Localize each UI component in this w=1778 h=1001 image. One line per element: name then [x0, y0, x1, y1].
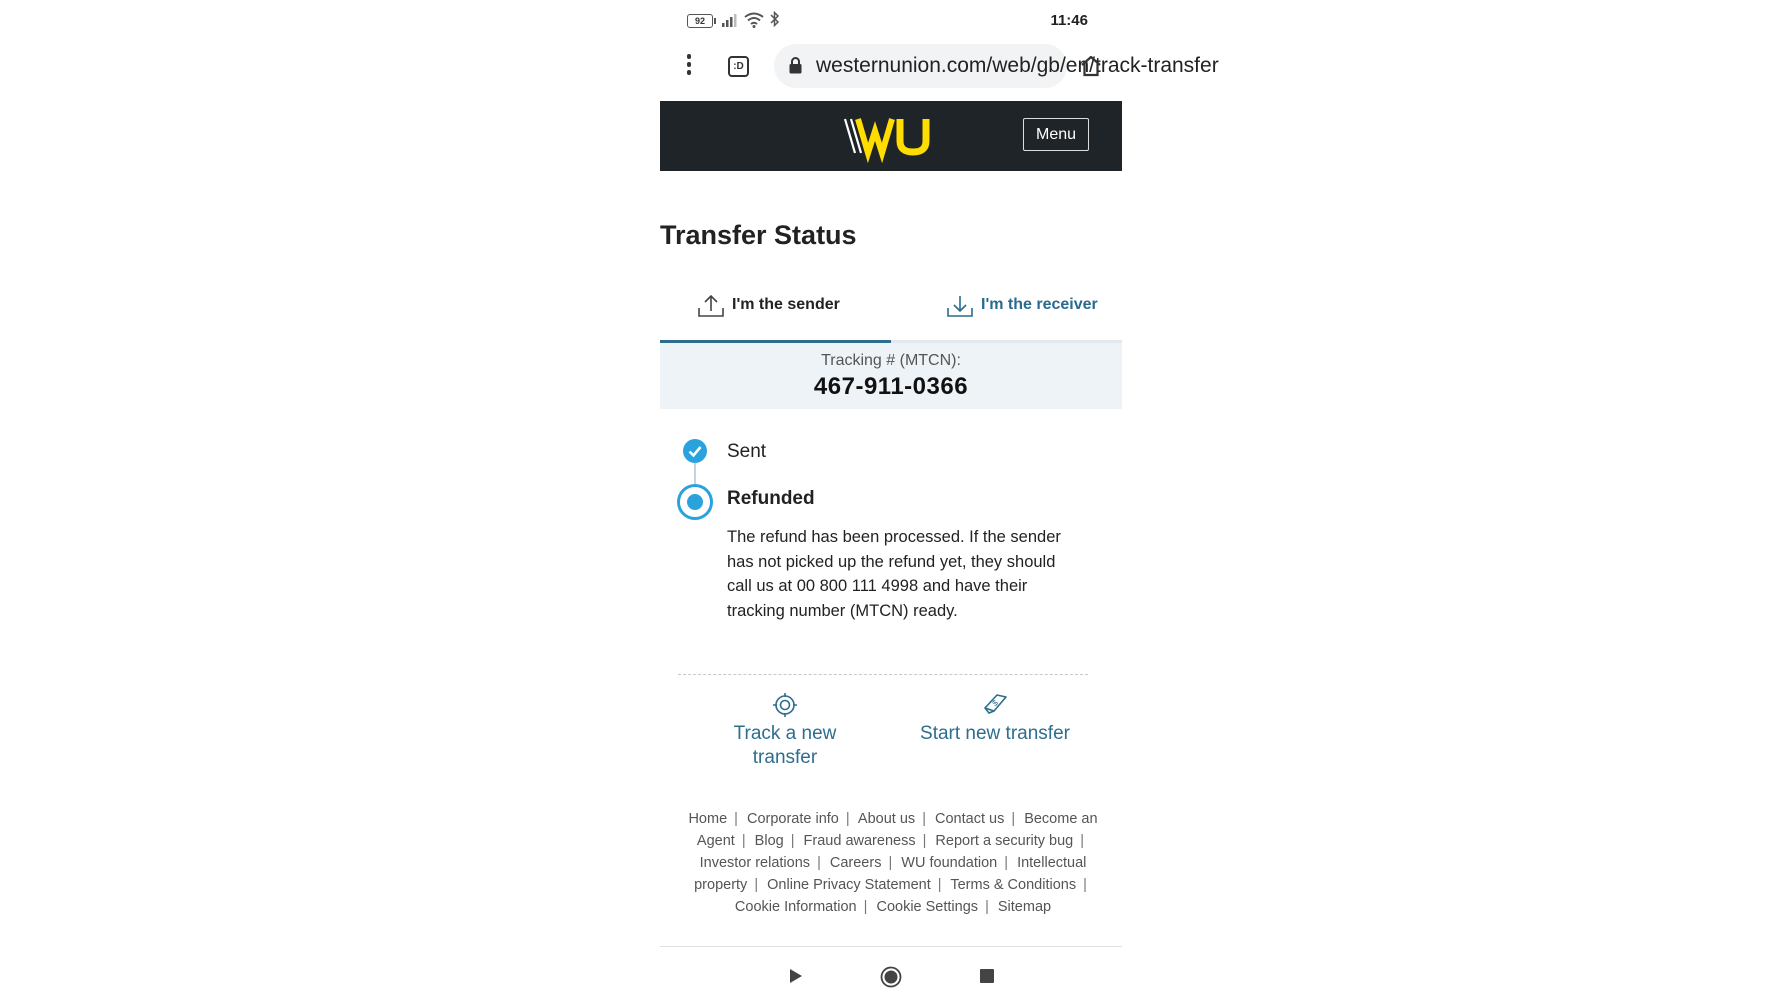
svg-text:$: $ — [990, 698, 1000, 709]
footer-separator: | — [1080, 833, 1085, 849]
tab-switcher-button[interactable]: :D — [728, 56, 749, 77]
phone-screen — [660, 0, 1219, 1000]
tab-receiver[interactable] — [891, 288, 1122, 340]
track-new-transfer-label: Track a new transfer — [733, 723, 837, 768]
footer-separator: | — [888, 855, 893, 871]
battery-icon: 92 — [687, 14, 713, 28]
tab-sender-label: I'm the sender — [732, 296, 840, 313]
footer-link[interactable]: Contact us — [935, 811, 1005, 827]
footer-link[interactable]: Fraud awareness — [803, 833, 916, 849]
footer-link[interactable]: Corporate info — [746, 811, 839, 827]
target-icon — [772, 692, 798, 718]
footer-separator: | — [734, 811, 738, 827]
signal-icon — [722, 13, 738, 27]
download-icon — [947, 294, 973, 318]
footer-separator: | — [741, 833, 746, 849]
upload-icon — [698, 294, 724, 318]
more-options-icon[interactable] — [685, 54, 693, 80]
footer-link[interactable]: Investor relations — [699, 855, 811, 871]
footer-link[interactable]: Terms & Conditions — [950, 877, 1077, 893]
back-icon[interactable] — [789, 968, 803, 984]
clock: 11:46 — [1050, 12, 1088, 29]
footer-link[interactable]: Home — [688, 811, 728, 827]
menu-button[interactable]: Menu — [1023, 118, 1089, 151]
track-new-transfer-link[interactable] — [715, 692, 855, 770]
tracking-number: 467-911-0366 — [813, 373, 969, 400]
start-new-transfer-label: Start new transfer — [920, 723, 1070, 744]
footer-link[interactable]: Cookie Settings — [876, 899, 979, 915]
system-nav-bar — [660, 946, 1122, 1001]
tracking-label: Tracking # (MTCN): — [821, 352, 961, 369]
footer-link[interactable]: Careers — [829, 855, 882, 871]
footer-link[interactable]: About us — [857, 811, 916, 827]
browser-toolbar — [660, 42, 1219, 94]
footer-separator: | — [922, 833, 927, 849]
site-header — [660, 101, 1122, 171]
tracking-panel — [660, 343, 1122, 409]
footer-separator: | — [1083, 877, 1087, 893]
home-nav-icon[interactable] — [880, 966, 902, 988]
footer-link[interactable]: Online Privacy Statement — [767, 877, 931, 893]
timeline-connector — [694, 463, 696, 485]
current-step-icon — [677, 484, 713, 520]
footer-separator: | — [754, 877, 759, 893]
footer-separator: | — [922, 811, 926, 827]
refund-description: The refund has been processed. If the sender has not picked up the refund yet, they should call us at 00 800 111 4998 and have their tracking number (MTCN) ready. — [727, 528, 1061, 620]
footer-separator: | — [1004, 855, 1009, 871]
footer-separator: | — [1011, 811, 1016, 827]
footer-link[interactable]: Intellectual property — [694, 855, 1087, 893]
footer-separator: | — [790, 833, 795, 849]
address-bar[interactable] — [774, 44, 1219, 88]
check-icon — [683, 439, 707, 463]
divider — [678, 674, 1088, 675]
wifi-icon — [744, 12, 764, 28]
footer-separator: | — [937, 877, 942, 893]
footer-link[interactable]: WU foundation — [901, 855, 998, 871]
footer-separator: | — [845, 811, 850, 827]
money-tag-icon — [981, 692, 1009, 718]
step-sent: Sent — [727, 441, 767, 462]
footer-links — [678, 808, 1108, 918]
status-bar — [660, 0, 1122, 42]
footer-link[interactable]: Report a security bug — [935, 833, 1074, 849]
recents-icon[interactable] — [980, 969, 994, 983]
footer-separator: | — [863, 899, 868, 915]
footer-link[interactable]: Cookie Information — [734, 899, 857, 915]
footer-separator: | — [985, 899, 989, 915]
step-refunded: Refunded — [727, 488, 815, 509]
url-text: westernunion.com/web/gb/en/track-transfer — [816, 54, 1219, 77]
footer-link[interactable]: Sitemap — [997, 899, 1052, 915]
tab-sender[interactable] — [660, 288, 891, 340]
footer-separator: | — [817, 855, 821, 871]
footer-link[interactable]: Blog — [754, 833, 784, 849]
home-icon[interactable] — [1079, 54, 1103, 78]
tab-receiver-label: I'm the receiver — [981, 296, 1098, 313]
page-title: Transfer Status — [660, 220, 857, 250]
start-new-transfer-link[interactable] — [900, 692, 1090, 746]
role-tabs — [660, 288, 1122, 343]
footer-link[interactable]: Become an Agent — [696, 811, 1098, 849]
western-union-logo[interactable] — [843, 117, 937, 155]
bluetooth-icon — [770, 11, 780, 27]
lock-icon — [789, 57, 802, 74]
